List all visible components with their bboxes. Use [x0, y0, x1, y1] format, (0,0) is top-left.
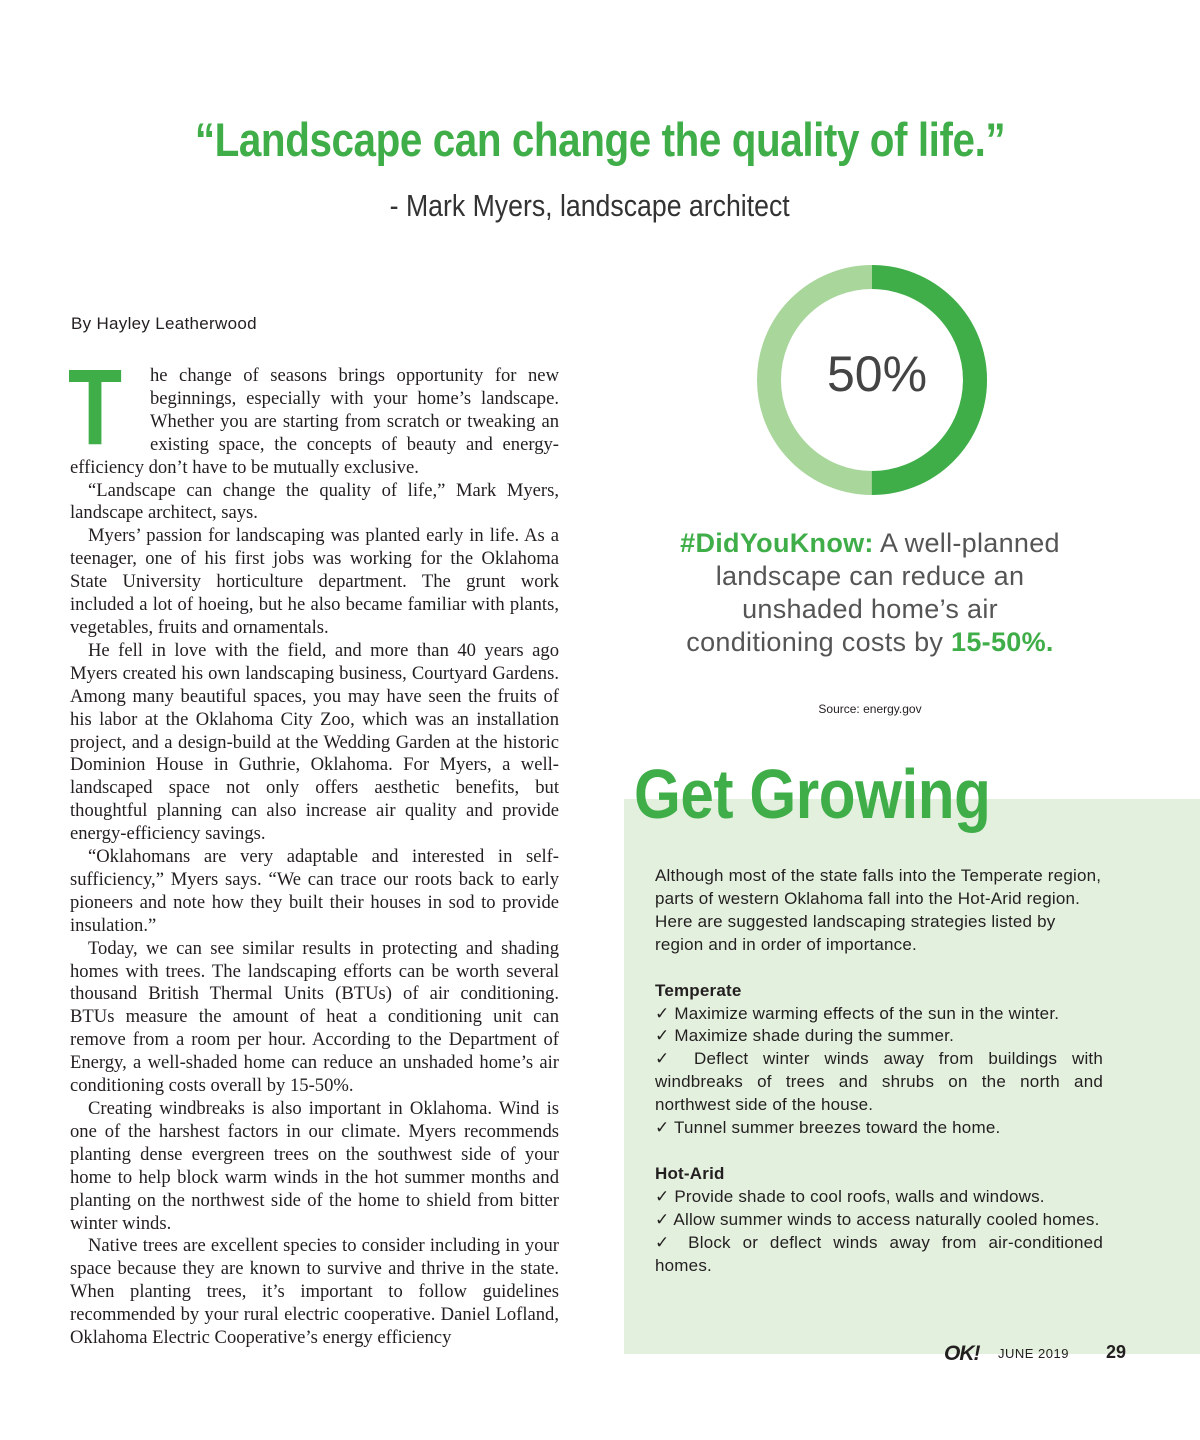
quote-attribution: - Mark Myers, landscape architect	[389, 188, 790, 223]
magazine-logo: OK!	[944, 1342, 980, 1365]
list-item: ✓ Deflect winter winds away from buildings with windbreaks of trees and shrubs on the north and northwest side of the house.	[655, 1049, 1103, 1115]
list-item: ✓ Maximize shade during the summer.	[655, 1026, 955, 1046]
article-paragraph: Myers’ passion for landscaping was planted early in life. As a teenager, one of his first jobs was working for the Oklahoma State University horticulture department. The grunt work included a lot of hoeing, but he also became familiar with plants, vegetables, fruits and ornamentals.	[70, 525, 559, 638]
section-heading-temperate: Temperate	[655, 980, 742, 1000]
list-item: ✓ Allow summer winds to access naturally cooled homes.	[655, 1209, 1100, 1229]
list-item: ✓ Tunnel summer breezes toward the home.	[655, 1118, 1001, 1138]
article-paragraph: “Landscape can change the quality of life,” Mark Myers, landscape architect, says.	[70, 479, 559, 524]
list-item: ✓ Block or deflect winds away from air-conditioned homes.	[655, 1232, 1103, 1275]
list-item: ✓ Provide shade to cool roofs, walls and windows.	[655, 1186, 1045, 1206]
fact-source: Source: energy.gov	[818, 702, 922, 716]
article-paragraph: He fell in love with the field, and more than 40 years ago Myers created his own landscaping business, Courtyard Gardens. Among many beautiful spaces, you may have seen the fruits of his labor at the Oklahoma City Zoo, which was an installation project, and a design-build at the Wedding Garden at the historic Dominion House in Guthrie, Oklahoma. For Myers, a well-landscaped space not only offers aesthetic benefits, but thoughtful planning can also increase air quality and provide energy-efficiency savings.	[70, 639, 559, 845]
article-body	[68, 346, 559, 1350]
fact-tag: #DidYouKnow:	[680, 528, 874, 558]
sidebar-content	[655, 865, 1103, 1278]
stat-value: 50%	[826, 346, 928, 402]
article-paragraph: he change of seasons brings opportunity for new beginnings, especially with your home’s landscape. Whether you are starting from scratch or tweaking an existing space, the concepts of beauty and energy-efficiency don’t have to be mutually exclusive.	[70, 365, 559, 478]
article-paragraph: Native trees are excellent species to consider including in your space because they are known to survive and thrive in the state. When planting trees, it’s important to follow guidelines recommended by your rural electric cooperative. Daniel Lofland, Oklahoma Electric Cooperative’s energy efficiency	[70, 1235, 559, 1349]
article-paragraph: Today, we can see similar results in protecting and shading homes with trees. The landscaping efforts can be worth several thousand British Thermal Units (BTUs) of air conditioning. BTUs measure the amount of heat a conditioning unit can remove from a room per hour. According to the Department of Energy, a well-shaded home can reduce an unshaded home’s air conditioning costs overall by 15-50%.	[70, 937, 559, 1097]
issue-date: JUNE 2019	[998, 1346, 1069, 1361]
drop-cap: T	[68, 346, 123, 467]
pull-quote: “Landscape can change the quality of life.”	[194, 113, 1006, 166]
section-heading-hot-arid: Hot-Arid	[655, 1163, 725, 1183]
sidebar-title: Get Growing	[634, 755, 991, 833]
fact-text: A well-planned landscape can reduce an unshaded home’s air conditioning costs by	[686, 528, 1060, 657]
sidebar-intro: Although most of the state falls into the Temperate region, parts of western Oklahoma fall into the Hot-Arid region. Here are suggested landscaping strategies listed by region and in order of importance.	[655, 866, 1102, 954]
list-item: ✓ Maximize warming effects of the sun in the winter.	[655, 1003, 1060, 1023]
did-you-know-fact	[680, 527, 1060, 659]
stat-ring	[757, 265, 987, 495]
article-paragraph: Creating windbreaks is also important in Oklahoma. Wind is one of the harshest factors in our climate. Myers recommends planting dense evergreen trees on the southwest side of your home to help block warm winds in the hot summer months and planting on the northwest side of the home to shield from bitter winter winds.	[70, 1098, 559, 1234]
article-paragraph: “Oklahomans are very adaptable and interested in self-sufficiency,” Myers says. “We can trace our roots back to early pioneers and note how they built their houses in sod to provide insulation.”	[70, 846, 559, 936]
fact-highlight: 15-50%.	[951, 627, 1054, 657]
page-number: 29	[1106, 1342, 1127, 1362]
byline: By Hayley Leatherwood	[71, 314, 257, 333]
